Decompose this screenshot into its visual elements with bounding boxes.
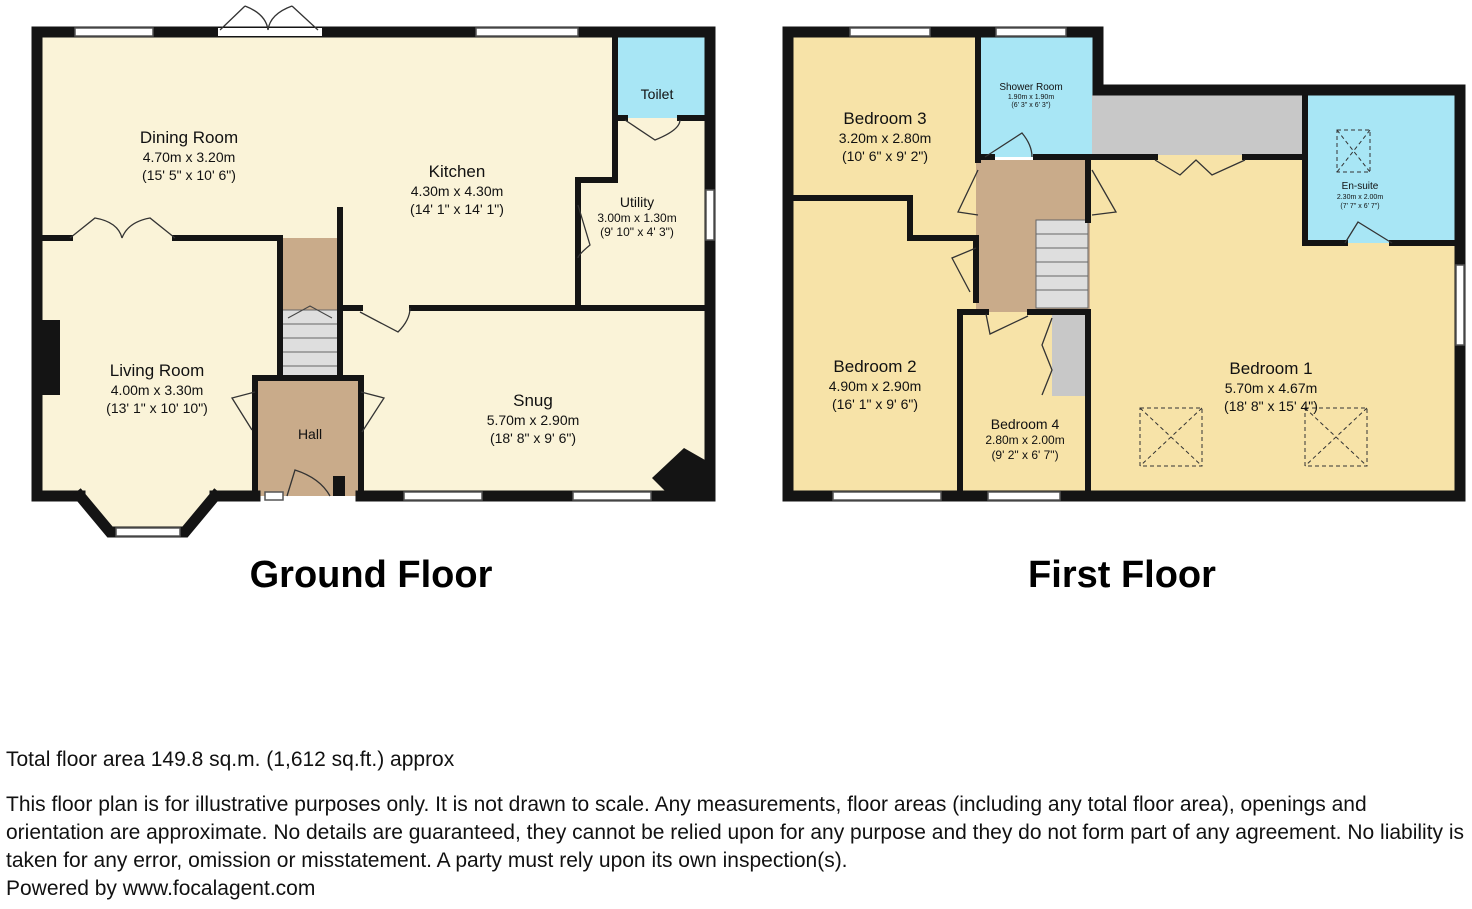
room-name: Bedroom 3 — [843, 109, 927, 128]
room-name: Utility — [619, 194, 655, 210]
window — [75, 28, 153, 36]
fireplace — [42, 320, 60, 395]
window — [404, 492, 482, 500]
room-metric: 3.00m x 1.30m — [597, 211, 677, 225]
room-name: Hall — [297, 426, 323, 442]
window — [996, 28, 1066, 36]
room-imperial: (13' 1" x 10' 10") — [106, 400, 208, 416]
room-metric: 1.90m x 1.90m — [1007, 94, 1055, 101]
toilet-fill — [615, 32, 710, 118]
room-name: Bedroom 2 — [833, 357, 917, 376]
window — [265, 492, 283, 500]
total-floor-area: Total floor area 149.8 sq.m. (1,612 sq.ft.) approx — [6, 748, 455, 771]
room-name: Kitchen — [428, 162, 486, 181]
stair-landing-fill — [280, 238, 340, 310]
en-suite-fill — [1305, 95, 1455, 243]
ground-floor-title: Ground Floor — [249, 554, 493, 596]
ground-stairs — [282, 306, 338, 378]
room-name: Living Room — [109, 361, 205, 380]
wardrobe-fill — [1052, 312, 1088, 396]
room-imperial: (18' 8" x 9' 6") — [489, 430, 577, 446]
window — [988, 492, 1060, 500]
window — [116, 528, 180, 536]
room-metric: 4.90m x 2.90m — [828, 378, 922, 394]
room-name: Dining Room — [139, 128, 239, 147]
cupboard-fill — [1092, 95, 1305, 155]
room-metric: 2.30m x 2.00m — [1336, 194, 1384, 201]
room-metric: 2.80m x 2.00m — [985, 433, 1065, 447]
room-imperial: (10' 6" x 9' 2") — [841, 148, 929, 164]
first-floor-title: First Floor — [1028, 554, 1216, 596]
room-name: Bedroom 4 — [990, 416, 1060, 432]
first-floor-stairs — [1036, 220, 1088, 308]
room-metric: 4.30m x 4.30m — [410, 183, 504, 199]
room-name: Toilet — [640, 86, 674, 102]
room-name: Shower Room — [999, 82, 1063, 93]
window — [476, 28, 578, 36]
room-imperial: (18' 8" x 15' 4") — [1224, 398, 1318, 414]
room-metric: 5.70m x 2.90m — [486, 412, 580, 428]
window — [706, 190, 714, 240]
room-imperial: (16' 1" x 9' 6") — [831, 396, 919, 412]
room-metric: 3.20m x 2.80m — [838, 130, 932, 146]
room-name: Bedroom 1 — [1229, 359, 1313, 378]
room-name: Snug — [513, 391, 553, 410]
window — [850, 28, 930, 36]
powered-by: Powered by www.focalagent.com — [6, 877, 316, 900]
room-imperial: (14' 1" x 14' 1") — [410, 201, 504, 217]
room-metric: 4.70m x 3.20m — [142, 149, 236, 165]
room-imperial: (9' 2" x 6' 7") — [991, 448, 1059, 462]
room-imperial: (6' 3" x 6' 3") — [1011, 102, 1051, 109]
room-imperial: (9' 10" x 4' 3") — [600, 225, 674, 239]
room-metric: 5.70m x 4.67m — [1224, 380, 1318, 396]
room-imperial: (7' 7" x 6' 7") — [1340, 203, 1380, 210]
room-imperial: (15' 5" x 10' 6") — [142, 167, 236, 183]
footer — [6, 746, 1466, 903]
window — [833, 492, 941, 500]
window — [573, 492, 651, 500]
disclaimer: This floor plan is for illustrative purposes only. It is not drawn to scale. Any measurements, floor areas (including any total floor area), openings and orientation are approximate. No details are guaranteed, they cannot be relied upon for any purpose and they do not form part of any agreement. No liability is taken for any error, omission or misstatement. A party must rely upon its own inspection(s). — [6, 793, 1465, 872]
window — [1456, 265, 1464, 345]
room-name: En-suite — [1341, 181, 1379, 192]
first-floor-plan — [788, 28, 1464, 500]
room-metric: 4.00m x 3.30m — [110, 382, 204, 398]
hall-post — [333, 476, 345, 496]
